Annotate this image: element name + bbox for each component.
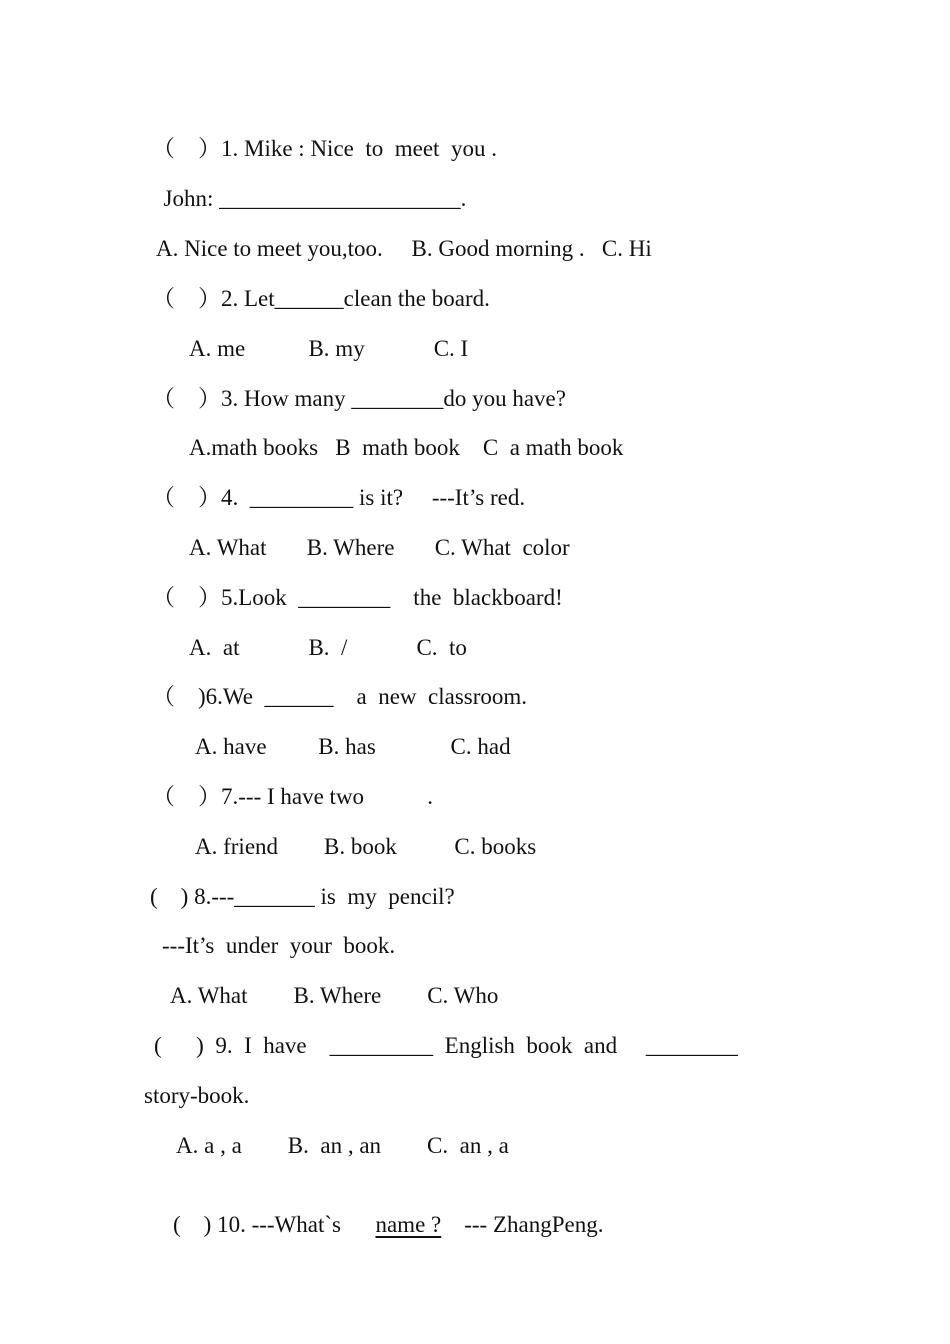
q9-stem-continued: story-book. bbox=[144, 1083, 250, 1108]
q2-stem: （ ）2. Let______clean the board. bbox=[152, 286, 490, 311]
q10-stem bbox=[150, 1180, 604, 1237]
q1-options: A. Nice to meet you,too. B. Good morning . C. Hi bbox=[156, 236, 652, 261]
q9-stem: ( ) 9. I have _________ English book and ________ bbox=[154, 1033, 738, 1058]
q8-stem: ( ) 8.---_______ is my pencil? bbox=[150, 884, 455, 909]
q10-stem-after: --- ZhangPeng. bbox=[441, 1212, 604, 1237]
q10-underlined-word: name ? bbox=[375, 1212, 442, 1237]
q8-answer-line: ---It’s under your book. bbox=[162, 933, 396, 958]
q6-stem: （ )6.We ______ a new classroom. bbox=[152, 684, 528, 709]
q5-options: A. at B. / C. to bbox=[189, 635, 467, 660]
q8-options: A. What B. Where C. Who bbox=[170, 983, 499, 1008]
q7-options: A. friend B. book C. books bbox=[195, 834, 537, 859]
q4-stem: （ ）4. _________ is it? ---It’s red. bbox=[152, 485, 526, 510]
q6-options: A. have B. has C. had bbox=[195, 734, 511, 759]
q4-options: A. What B. Where C. What color bbox=[189, 535, 570, 560]
q9-options: A. a , a B. an , an C. an , a bbox=[176, 1133, 509, 1158]
q2-options: A. me B. my C. I bbox=[189, 336, 469, 361]
q1-stem: （ ）1. Mike : Nice to meet you . bbox=[152, 136, 497, 161]
q5-stem: （ ）5.Look ________ the blackboard! bbox=[152, 585, 563, 610]
q3-options: A.math books B math book C a math book bbox=[189, 435, 624, 460]
q1-answer-line: John: _____________________. bbox=[152, 186, 467, 211]
q10-stem-before: ( ) 10. ---What`s bbox=[173, 1212, 376, 1237]
q7-stem: （ ）7.--- I have two . bbox=[152, 784, 434, 809]
q3-stem: （ ）3. How many ________do you have? bbox=[152, 386, 566, 411]
